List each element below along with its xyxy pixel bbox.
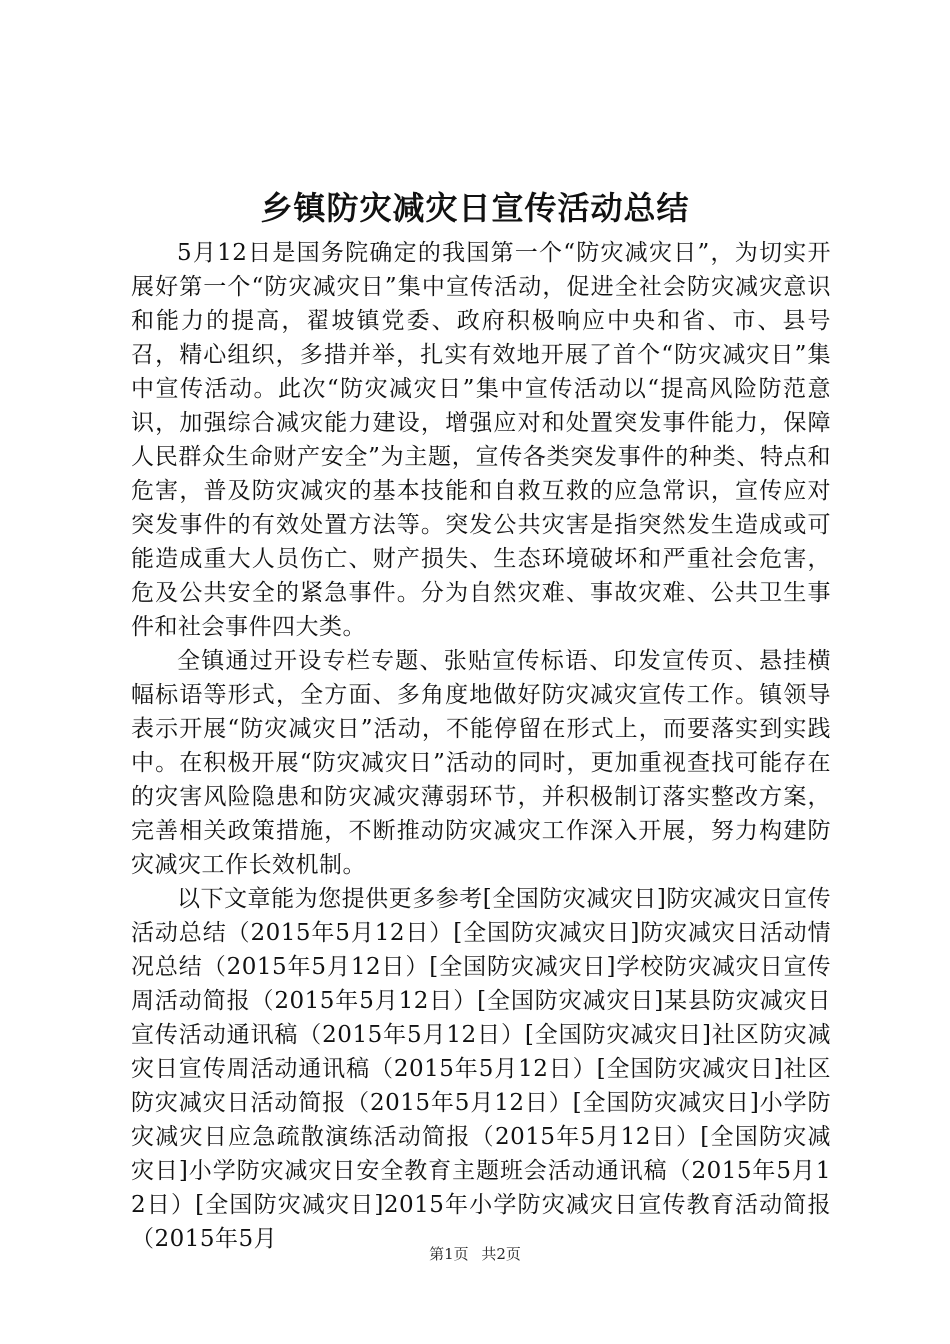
document-title: 乡镇防灾减灾日宣传活动总结 <box>260 189 690 227</box>
paragraph-activities: 全镇通过开设专栏专题、张贴宣传标语、印发宣传页、悬挂横幅标语等形式，全方面、多角度地做好防灾减灾宣传工作。镇领导表示开展“防灾减灾日”活动，不能停留在形式上，而要落实到实践中。在积极开展“防灾减灾日”活动的同时，更加重视查找可能存在的灾害风险隐患和防灾减灾薄弱环节，并积极制订落实整改方案，完善相关政策措施，不断推动防灾减灾工作深入开展，努力构建防灾减灾工作长效机制。 <box>131 648 831 878</box>
document-body <box>131 236 831 1256</box>
paragraph-intro: 5月12日是国务院确定的我国第一个“防灾减灾日”，为切实开展好第一个“防灾减灾日”集中宣传活动，促进全社会防灾减灾意识和能力的提高，翟坡镇党委、政府积极响应中央和省、市、县号召，精心组织，多措并举，扎实有效地开展了首个“防灾减灾日”集中宣传活动。此次“防灾减灾日”集中宣传活动以“提高风险防范意识，加强综合减灾能力建设，增强应对和处置突发事件能力，保障人民群众生命财产安全”为主题，宣传各类突发事件的种类、特点和危害，普及防灾减灾的基本技能和自救互救的应急常识，宣传应对突发事件的有效处置方法等。突发公共灾害是指突然发生造成或可能造成重大人员伤亡、财产损失、生态环境破坏和严重社会危害，危及公共安全的紧急事件。分为自然灾难、事故灾难、公共卫生事件和社会事件四大类。 <box>131 240 831 640</box>
page-count: 共2页 <box>481 1245 521 1263</box>
page-footer <box>0 1244 950 1264</box>
page-number: 第1页 <box>429 1245 469 1263</box>
paragraph-references: 以下文章能为您提供更多参考[全国防灾减灾日]防灾减灾日宣传活动总结（2015年5月12日）[全国防灾减灾日]防灾减灾日活动情况总结（2015年5月12日）[全国防灾减灾日]学校防灾减灾日宣传周活动简报（2015年5月12日）[全国防灾减灾日]某县防灾减灾日宣传活动通讯稿（2015年5月12日）[全国防灾减灾日]社区防灾减灾日宣传周活动通讯稿（2015年5月12日）[全国防灾减灾日]社区防灾减灾日活动简报（2015年5月12日）[全国防灾减灾日]小学防灾减灾日应急疏散演练活动简报（2015年5月12日）[全国防灾减灾日]小学防灾减灾日安全教育主题班会活动通讯稿（2015年5月12日）[全国防灾减灾日]2015年小学防灾减灾日宣传教育活动简报（2015年5月 <box>131 886 832 1252</box>
